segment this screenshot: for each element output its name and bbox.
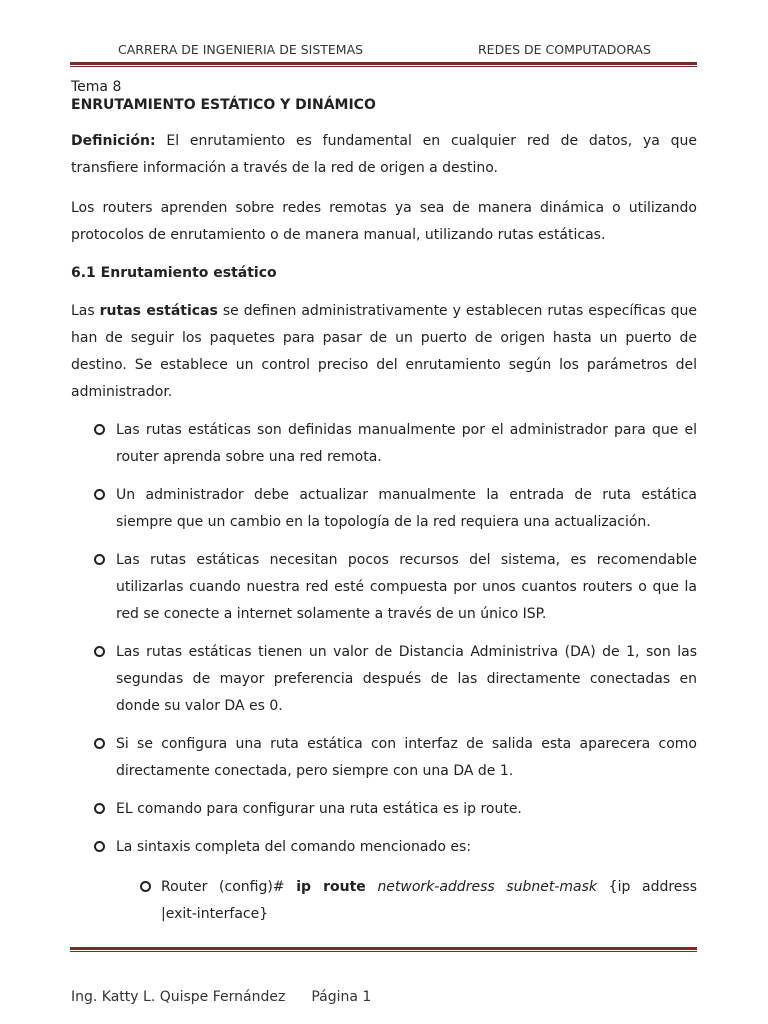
hollow-bullet-icon [94, 646, 105, 657]
bullet-list [71, 417, 751, 928]
footer-page-number: Página 1 [311, 989, 372, 1005]
list-item [71, 834, 697, 861]
section-heading: 6.1 Enrutamiento estático [71, 265, 277, 281]
header-right: REDES DE COMPUTADORAS [478, 42, 651, 57]
hollow-bullet-icon [94, 424, 105, 435]
footer [71, 989, 371, 1005]
list-item [71, 482, 697, 536]
definition-label: Definición: [71, 133, 156, 149]
para3-post: se definen administrativamente y establecen rutas específicas que han de seguir los paquetes para pasar de un puerto de origen hasta un puerto de destino. Se establece un control preciso del enrutamiento según los parámetros del administrador. [71, 303, 697, 400]
hollow-bullet-icon [140, 881, 151, 892]
list-item [71, 547, 697, 628]
para3-pre: Las [71, 303, 100, 319]
list-item [71, 417, 697, 471]
routers-paragraph: Los routers aprenden sobre redes remotas ya sea de manera dinámica o utilizando protocolos de enrutamiento o de manera manual, utilizando rutas estáticas. [71, 200, 697, 243]
hollow-bullet-icon [94, 489, 105, 500]
document-body [71, 78, 751, 928]
list-item-text: La sintaxis completa del comando mencionado es: [116, 839, 472, 855]
header-left: CARRERA DE INGENIERIA DE SISTEMAS [118, 42, 364, 57]
footer-rule [70, 947, 697, 952]
hollow-bullet-icon [94, 803, 105, 814]
list-item-text: Las rutas estáticas necesitan pocos recursos del sistema, es recomendable utilizarlas cuando nuestra red esté compuesta por unos cuantos routers o que la red se conecte a internet solamente a través de un único ISP. [116, 552, 697, 622]
definition-paragraph [71, 128, 697, 182]
command-prefix: Router (config)# [161, 879, 297, 895]
list-item-text: Las rutas estáticas tienen un valor de Distancia Administriva (DA) de 1, son las segundas de mayor preferencia después de las directamente conectadas en donde su valor DA es 0. [116, 644, 697, 714]
command-suffix: {ip address |exit-interface} [161, 879, 751, 922]
command-space [366, 879, 378, 895]
document-title: ENRUTAMIENTO ESTÁTICO Y DINÁMICO [71, 97, 376, 113]
hollow-bullet-icon [94, 554, 105, 565]
sub-list-item [71, 874, 751, 928]
list-item-text: EL comando para configurar una ruta estática es ip route. [116, 801, 522, 817]
list-item [71, 731, 697, 785]
hollow-bullet-icon [94, 841, 105, 852]
hollow-bullet-icon [94, 738, 105, 749]
list-item [71, 796, 697, 823]
para3-bold: rutas estáticas [99, 303, 218, 319]
list-item [71, 639, 697, 720]
list-item-text: Las rutas estáticas son definidas manualmente por el administrador para que el router aprenda sobre una red remota. [116, 422, 697, 465]
topic-number: Tema 8 [71, 79, 122, 95]
static-routes-paragraph [71, 298, 697, 406]
list-item-text: Un administrador debe actualizar manualmente la entrada de ruta estática siempre que un cambio en la topología de la red requiera una actualización. [116, 487, 697, 530]
footer-author: Ing. Katty L. Quispe Fernández [71, 989, 286, 1005]
definition-text: El enrutamiento es fundamental en cualquier red de datos, ya que transfiere información a través de la red de origen a destino. [71, 133, 697, 176]
command-params: network-address subnet-mask [377, 879, 598, 895]
header-rule [70, 62, 697, 67]
command-keyword: ip route [296, 879, 366, 895]
list-item-text: Si se configura una ruta estática con interfaz de salida esta aparecera como directamente conectada, pero siempre con una DA de 1. [116, 736, 697, 779]
